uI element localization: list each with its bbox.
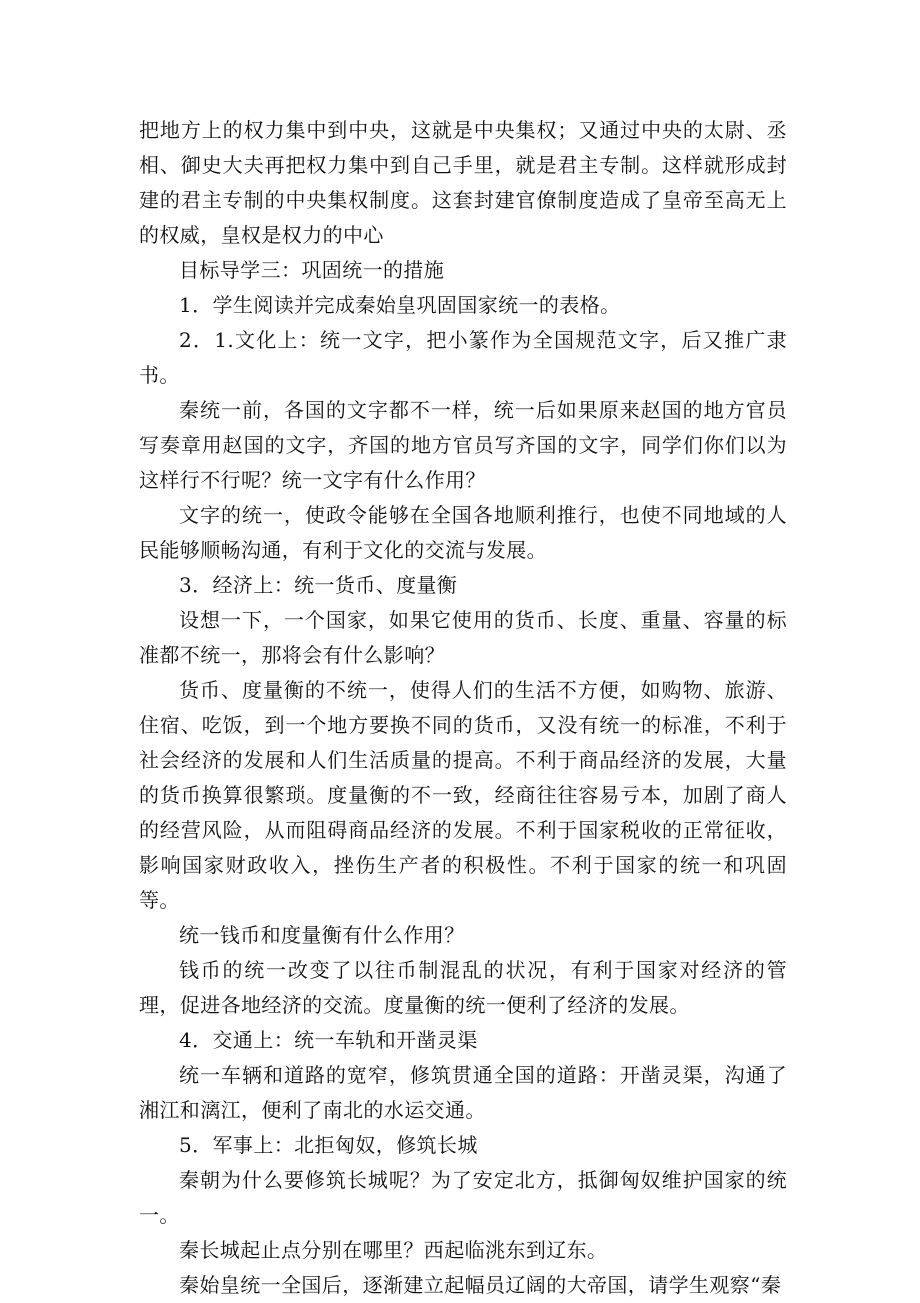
list-item-5-military: 5．军事上：北拒匈奴，修筑长城 — [179, 1133, 478, 1157]
paragraph-unification-answer: 钱币的统一改变了以往币制混乱的状况，有利于国家对经济的管理，促进各地经济的交流。度量衡的统一便利了经济的发展。 — [139, 958, 787, 1017]
list-item-2-culture: 2．1.文化上：统一文字，把小篆作为全国规范文字，后又推广隶书。 — [139, 328, 787, 387]
list-item-1: 1．学生阅读并完成秦始皇巩固国家统一的表格。 — [179, 293, 621, 317]
list-item-3-economy: 3．经济上：统一货币、度量衡 — [179, 573, 458, 597]
paragraph-unification-question: 统一钱币和度量衡有什么作用？ — [179, 923, 465, 947]
list-item-4-transport: 4．交通上：统一车轨和开凿灵渠 — [179, 1028, 478, 1052]
paragraph-empire-observation: 秦始皇统一全国后，逐渐建立起幅员辽阔的大帝国，请学生观察“秦 — [179, 1273, 782, 1297]
paragraph-currency-answer: 货币、度量衡的不统一，使得人们的生活不方便，如购物、旅游、住宿、吃饭，到一个地方要换不同的货币，又没有统一的标准，不利于社会经济的发展和人们生活质量的提高。不利于商品经济的发展，大量的货币换算很繁琐。度量衡的不一致，经商往往容易亏本，加剧了商人的经营风险，从而阻碍商品经济的发展。不利于国家税收的正常征收，影响国家财政收入，挫伤生产者的积极性。不利于国家的统一和巩固等。 — [139, 678, 787, 912]
paragraph-transport-detail: 统一车辆和道路的宽窄，修筑贯通全国的道路：开凿灵渠，沟通了湘江和漓江，便利了南北的水运交通。 — [139, 1063, 787, 1122]
paragraph-writing-question: 秦统一前，各国的文字都不一样，统一后如果原来赵国的地方官员写奏章用赵国的文字，齐国的地方官员写齐国的文字，同学们你们以为这样行不行呢？统一文字有什么作用？ — [139, 398, 787, 492]
document-body — [139, 113, 787, 1303]
paragraph-currency-question: 设想一下，一个国家，如果它使用的货币、长度、重量、容量的标准都不统一，那将会有什么影响？ — [139, 608, 787, 667]
paragraph-writing-answer: 文字的统一，使政令能够在全国各地顺利推行，也使不同地域的人民能够顺畅沟通，有利于文化的交流与发展。 — [139, 503, 787, 562]
section-heading-consolidation: 目标导学三：巩固统一的措施 — [179, 258, 445, 282]
paragraph-great-wall-endpoints: 秦长城起止点分别在哪里？西起临洮东到辽东。 — [179, 1238, 608, 1262]
paragraph-great-wall-reason: 秦朝为什么要修筑长城呢？为了安定北方，抵御匈奴维护国家的统一。 — [139, 1168, 787, 1227]
paragraph-central-authority: 把地方上的权力集中到中央，这就是中央集权；又通过中央的太尉、丞相、御史大夫再把权力集中到自己手里，就是君主专制。这样就形成封建的君主专制的中央集权制度。这套封建官僚制度造成了皇帝至高无上的权威，皇权是权力的中心 — [139, 118, 787, 247]
